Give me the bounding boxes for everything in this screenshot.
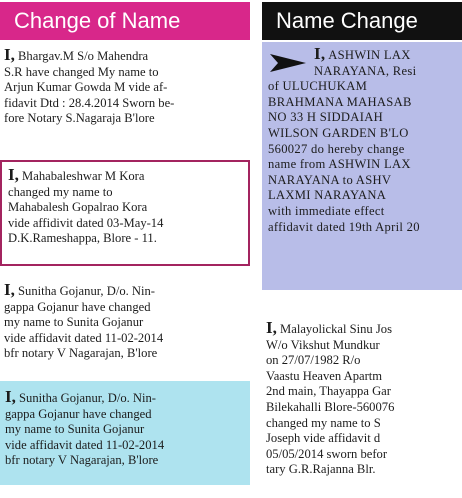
drop-cap: I, [5,387,16,406]
notice-line: D.K.Rameshappa, Blore - 11. [8,231,157,246]
notice-line: with immediate effect [268,203,385,218]
notice-line: name from ASHWIN LAX [268,157,411,172]
notice-line: Arjun Kumar Gowda M vide af- [4,80,168,95]
notice-malayolickal [262,320,462,478]
name-change-header: Name Change [262,2,462,40]
notice-line: bfr notary V Nagarajan, B'lore [4,346,158,361]
notice-sunitha-plain [0,282,250,362]
notice-line: my name to Sunita Gojanur [4,315,144,330]
notice-line: W/o Vikshut Mundkur [266,337,380,352]
notice-line: 2nd main, Thayappa Gar [266,384,391,399]
notice-line: 560027 do hereby change [268,141,405,156]
drop-cap: I, [4,280,15,299]
notice-line: tary G.R.Rajanna Blr. [266,462,376,477]
notice-bhargav [0,47,250,127]
notice-line: WILSON GARDEN B'LO [268,125,409,140]
drop-cap: I, [314,46,326,63]
notice-line: Mahabalesh Gopalrao Kora [8,200,148,215]
notice-line: I, Malayolickal Sinu Jos [266,320,392,337]
notice-line: 05/05/2014 sworn befor [266,446,388,461]
notice-line: I, ASHWIN LAX [314,46,411,63]
notice-line: NARAYANA to ASHV [268,172,392,187]
arrowhead-icon [270,54,306,72]
drop-cap: I, [4,45,15,64]
drop-cap: I, [266,320,277,337]
notice-line: I, Sunitha Gojanur, D/o. Nin- [5,387,156,406]
notice-line: Bilekahalli Blore-560076 [266,399,395,414]
notice-line: Vaastu Heaven Apartm [266,368,383,383]
right-notices-clip [262,0,462,498]
notice-line: changed my name to [8,184,113,199]
notice-line: bfr notary V Nagarajan, B'lore [5,453,159,468]
notice-line: gappa Gojanur have changed [4,299,151,314]
notice-line: NARAYANA, Resi [314,63,417,78]
change-of-name-column [0,0,250,40]
notice-line: I, Mahabaleshwar M Kora [8,165,145,184]
notice-line: vide affidavit dated 11-02-2014 [4,330,164,345]
notice-ashwin [262,42,462,290]
drop-cap: I, [8,165,19,184]
notice-line: S.R have changed My name to [4,64,159,79]
notice-line: fore Notary S.Nagaraja B'lore [4,111,155,126]
notice-sunitha-highlighted [0,381,250,485]
notice-line: fidavit Dtd : 28.4.2014 Sworn be- [4,95,175,110]
notice-line: Joseph vide affidavit d [266,431,381,446]
notice-line: my name to Sunita Gojanur [5,422,145,437]
notice-line: affidavit dated 19th April 20 [268,219,420,234]
notice-line: on 27/07/1982 R/o [266,353,361,368]
notice-line: LAXMI NARAYANA [268,188,387,203]
notice-mahabaleshwar [0,160,250,266]
notice-line: NO 33 H SIDDAIAH [268,110,383,125]
notice-line: changed my name to S [266,415,381,430]
notice-line: of ULUCHUKAM [268,79,368,94]
notice-line: BRAHMANA MAHASAB [268,94,412,109]
change-of-name-header: Change of Name [0,2,250,40]
notice-line: gappa Gojanur have changed [5,406,152,421]
notice-line: vide affidavit dated 11-02-2014 [5,437,165,452]
notice-line: I, Bhargav.M S/o Mahendra [4,45,149,64]
notice-line: vide affidivit dated 03-May-14 [8,215,164,230]
notice-line: I, Sunitha Gojanur, D/o. Nin- [4,280,155,299]
